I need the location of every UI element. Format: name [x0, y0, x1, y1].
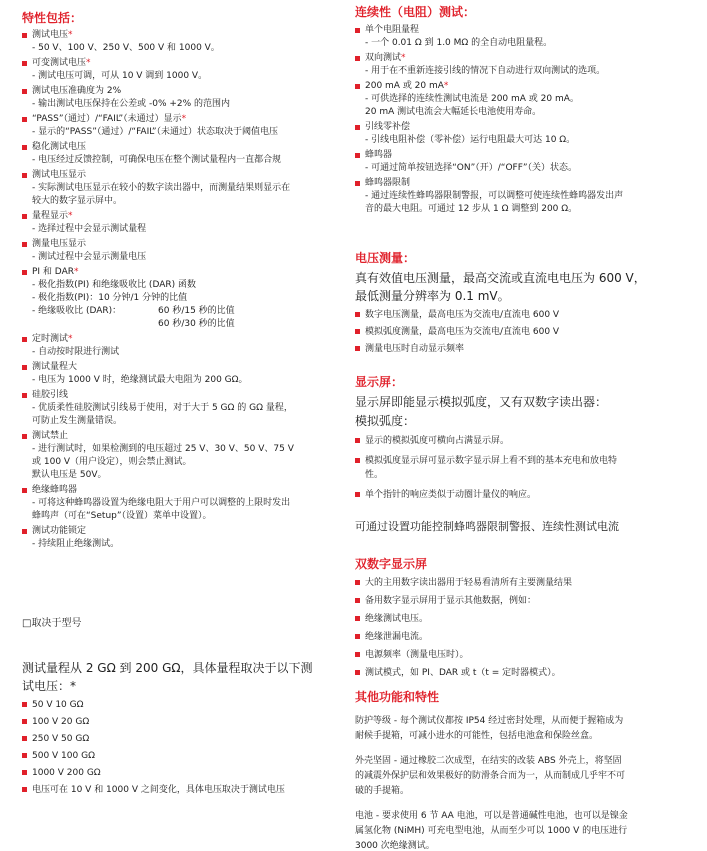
other-paragraph-line: 破的手提箱。: [355, 786, 410, 796]
continuity-list: [355, 24, 690, 218]
asterisk-mark: *: [68, 30, 73, 40]
feature-item: [22, 169, 340, 208]
range-text: 电压可在 10 V 和 1000 V 之间变化，具体电压取决于测试电压: [32, 785, 285, 795]
range-text: 500 V 100 GΩ: [32, 751, 95, 761]
bullet-marker: [22, 434, 27, 439]
bullet-marker: [22, 719, 27, 724]
voltage-text-line2: 最低测量分辨率为 0.1 mV。: [355, 289, 510, 303]
feature-item-title: 稳化测试电压: [32, 142, 87, 152]
other-features-text: [355, 714, 690, 851]
bullet-marker: [22, 529, 27, 534]
feature-item: [22, 333, 340, 359]
features-title: 特性包括：: [22, 11, 83, 25]
asterisk-mark: *: [443, 81, 449, 91]
feature-item: [22, 238, 340, 264]
asterisk-mark: *: [86, 58, 91, 68]
feature-item: [22, 141, 340, 167]
bullet-marker: [355, 181, 360, 186]
feature-item: [22, 430, 340, 482]
dar-value: 60 秒/30 秒的比值: [158, 319, 235, 329]
bullet-marker: [22, 787, 27, 792]
bullet-marker: [355, 153, 360, 158]
feature-item-text: 20 mA 测试电流会大幅延长电池使用寿命。: [365, 107, 542, 117]
bullet-marker: [355, 492, 360, 497]
bullet-marker: [22, 488, 27, 493]
bullet-marker: [355, 634, 360, 639]
bullet-marker: [355, 346, 360, 351]
bullet-marker: [22, 33, 27, 38]
feature-item-text: - 实际测试电压显示在较小的数字读出器中，而测量结果则显示在: [32, 183, 291, 193]
feature-item: [22, 389, 340, 428]
feature-item: [22, 361, 340, 387]
dual-item-text: 备用数字显示屏用于显示其他数据，例如：: [365, 596, 537, 606]
feature-item: [22, 266, 340, 331]
voltage-item: [355, 308, 690, 322]
asterisk-mark: *: [68, 211, 73, 221]
feature-item-title: 定时测试*: [32, 334, 73, 344]
dual-item-text: 绝缘测试电压。: [365, 614, 429, 624]
bullet-marker: [22, 702, 27, 707]
feature-item: [22, 525, 340, 551]
feature-item-text: 音的最大电阻。可通过 12 步从 1 Ω 调整到 200 Ω。: [365, 204, 578, 214]
feature-item-text: - 引线电阻补偿（零补偿）运行电阻最大可达 10 Ω。: [365, 135, 576, 145]
feature-item-text: 或 100 V（用户设定），则会禁止测试。: [32, 457, 192, 467]
feature-item-text: - 测试过程中会显示测量电压: [32, 252, 147, 262]
range-heading-line1: 测试量程从 2 GΩ 到 200 GΩ，具体量程取决于以下测: [22, 661, 313, 675]
feature-item-title: 单个电阻量程: [365, 25, 420, 35]
analog-item: [355, 488, 690, 502]
range-list: [22, 698, 340, 800]
dual-item-text: 绝缘泄漏电流。: [365, 632, 429, 642]
feature-item-title: 测量电压显示: [32, 239, 87, 249]
feature-list: [22, 29, 340, 553]
voltage-item: [355, 342, 690, 356]
analog-item: [355, 454, 690, 482]
feature-item-title: 双向测试*: [365, 53, 406, 63]
asterisk-mark: *: [181, 114, 187, 124]
buzzer-note: 可通过设置功能控制蜂鸣器限制警报、连续性测试电流: [355, 520, 619, 533]
bullet-marker: [22, 61, 27, 66]
feature-item-text: 较大的数字显示屏中。: [32, 196, 123, 206]
bullet-marker: [355, 598, 360, 603]
analog-bullet-list: [355, 434, 690, 508]
voltage-item-text: 测量电压时自动显示频率: [365, 344, 465, 354]
dar-value: 60 秒/15 秒的比值: [158, 306, 235, 316]
feature-item: [355, 24, 690, 50]
dual-item: [355, 594, 690, 608]
feature-item-text: - 持续阻止绝缘测试。: [32, 539, 120, 549]
dual-display-title: 双数字显示屏: [355, 557, 428, 571]
bullet-marker: [22, 753, 27, 758]
feature-item-title: 蜂鸣器限制: [365, 178, 411, 188]
feature-item-title: 测试功能锁定: [32, 526, 87, 536]
range-text: 250 V 50 GΩ: [32, 734, 90, 744]
bullet-marker: [22, 89, 27, 94]
feature-item-text: - 50 V、100 V、250 V、500 V 和 1000 V。: [32, 43, 220, 53]
feature-item-text: - 电压为 1000 V 时，绝缘测试最大电阻为 200 GΩ。: [32, 375, 248, 385]
feature-item-title: 硅胶引线: [32, 390, 69, 400]
range-text: 100 V 20 GΩ: [32, 717, 90, 727]
bullet-marker: [355, 329, 360, 334]
display-title: 显示屏：: [355, 375, 404, 389]
other-paragraph-line: 的减震外保护层和效果极好的防滑条合而为一，从而制成几乎牢不可: [355, 771, 626, 781]
feature-item-text: 蜂鸣声（可在“Setup”（设置）菜单中设置）。: [32, 511, 212, 521]
feature-item: [22, 484, 340, 523]
feature-item-title: 量程显示*: [32, 211, 73, 221]
feature-item-text: - 显示的“PASS”（通过）/“FAIL”（未通过）状态取决于阈值电压: [32, 127, 279, 137]
range-item: [22, 749, 340, 763]
feature-item-text: - 优质柔性硅胶测试引线易于使用，对于大于 5 GΩ 的 GΩ 量程，: [32, 403, 293, 413]
dual-item-text: 大的主用数字读出器用于轻易看清所有主要测量结果: [365, 578, 573, 588]
feature-item-title: 测试量程大: [32, 362, 78, 372]
other-paragraph: [355, 754, 690, 799]
bullet-marker: [22, 145, 27, 150]
feature-item-text: - 可供选择的连续性测试电流是 200 mA 或 20 mA。: [365, 94, 579, 104]
feature-item-title: 测试电压准确度为 2%: [32, 86, 122, 96]
feature-item-text: - 自动按时限进行测试: [32, 347, 120, 357]
voltage-title: 电压测量：: [355, 251, 416, 265]
feature-item-title: PI 和 DAR*: [32, 267, 79, 277]
feature-item-title: 测试电压*: [32, 30, 73, 40]
feature-item-text: - 电压经过反馈控制，可确保电压在整个测试量程内一直都合规: [32, 155, 282, 165]
feature-item-text: - 选择过程中会显示测试量程: [32, 224, 147, 234]
bullet-marker: [22, 393, 27, 398]
feature-item-title: 引线零补偿: [365, 122, 411, 132]
bullet-marker: [355, 56, 360, 61]
dual-item-text: 电源频率（测量电压时）。: [365, 650, 469, 660]
analog-item-text: 模拟弧度显示屏可显示数字显示屏上看不到的基本充电和放电特: [365, 456, 618, 466]
analog-item-text: 显示的模拟弧度可横向占满显示屏。: [365, 436, 510, 446]
other-paragraph-line: 3000 次绝缘测试。: [355, 841, 435, 851]
voltage-item-text: 模拟弧度测量，最高电压为交流电/直流电 600 V: [365, 327, 560, 337]
feature-item-text: - 一个 0.01 Ω 到 1.0 MΩ 的全自动电阻量程。: [365, 38, 553, 48]
bullet-marker: [355, 438, 360, 443]
feature-item-text: - 极化指数(PI)：10 分钟/1 分钟的比值: [32, 293, 188, 303]
bullet-marker: [355, 580, 360, 585]
feature-item: [22, 29, 340, 55]
continuity-title: 连续性（电阻）测试：: [355, 5, 476, 19]
voltage-text-line1: 真有效值电压测量，最高交流或直流电电压为 600 V，: [355, 271, 646, 285]
bullet-marker: [355, 84, 360, 89]
feature-item: [22, 57, 340, 83]
feature-item-text: - 极化指数(PI) 和绝缘吸收比 (DAR) 函数: [32, 280, 197, 290]
bullet-marker: [355, 670, 360, 675]
bullet-marker: [22, 736, 27, 741]
feature-item: [355, 121, 690, 147]
feature-item-title: 测试禁止: [32, 431, 69, 441]
bullet-marker: [355, 652, 360, 657]
range-item: [22, 732, 340, 746]
bullet-marker: [22, 117, 27, 122]
feature-item-text: - 进行测试时，如果检测到的电压超过 25 V、30 V、50 V、75 V: [32, 444, 294, 454]
dar-row: [32, 305, 340, 318]
feature-item: [22, 113, 340, 139]
bullet-marker: [355, 125, 360, 130]
dual-item: [355, 630, 690, 644]
analog-label: 模拟弧度：: [355, 414, 416, 428]
feature-item-title: 可变测试电压*: [32, 58, 91, 68]
voltage-item: [355, 325, 690, 339]
bullet-marker: [22, 770, 27, 775]
bullet-marker: [22, 270, 27, 275]
other-paragraph-line: 属氢化物 (NiMH) 可充电型电池，从而至少可以 1000 V 的电压进行: [355, 826, 628, 836]
feature-item-text: 默认电压是 50V。: [32, 470, 107, 480]
other-paragraph-line: 电池 - 要求使用 6 节 AA 电池，可以是普通碱性电池，也可以是镍金: [355, 811, 628, 821]
bullet-marker: [355, 616, 360, 621]
analog-item-text: 性。: [365, 470, 384, 480]
analog-item-text: 单个指针的响应类似于动圈计量仪的响应。: [365, 490, 537, 500]
feature-item-title: 测试电压显示: [32, 170, 87, 180]
feature-item-text: - 测试电压可调，可从 10 V 调到 1000 V。: [32, 71, 208, 81]
feature-item-text: - 可将这种蜂鸣器设置为绝缘电阻大于用户可以调整的上限时发出: [32, 498, 291, 508]
display-text: 显示屏即能显示模拟弧度，又有双数字读出器：: [355, 395, 608, 409]
bullet-marker: [355, 312, 360, 317]
range-heading-line2: 试电压：*: [22, 679, 77, 693]
bullet-marker: [22, 242, 27, 247]
feature-item-text: - 用于在不重新连接引线的情况下自动进行双向测试的选项。: [365, 66, 606, 76]
dual-item: [355, 666, 690, 680]
voltage-bullet-list: [355, 308, 690, 359]
bullet-marker: [355, 28, 360, 33]
model-note: □取决于型号: [22, 618, 82, 629]
feature-item: [355, 149, 690, 175]
feature-item-title: 蜂鸣器: [365, 150, 393, 160]
other-paragraph-line: 防护等级 - 每个测试仪都按 IP54 经过密封处理，从而便于握箱成为: [355, 716, 624, 726]
feature-item-title: 绝缘蜂鸣器: [32, 485, 78, 495]
bullet-marker: [22, 173, 27, 178]
feature-item-title: “PASS”（通过）/“FAIL”（未通过）显示*: [32, 114, 187, 124]
feature-item-text: - 可通过简单按钮选择“ON”（开）/“OFF”（关）状态。: [365, 163, 578, 173]
range-item: [22, 698, 340, 712]
feature-item-title: 200 mA 或 20 mA*: [365, 81, 449, 91]
feature-item: [355, 80, 690, 119]
other-features-title: 其他功能和特性: [355, 690, 440, 704]
dar-row: [32, 318, 340, 331]
feature-item-text: 可防止发生测量错误。: [32, 416, 123, 426]
feature-item: [22, 210, 340, 236]
dar-label: - 绝缘吸收比 (DAR)：: [32, 306, 122, 316]
dual-item: [355, 576, 690, 590]
bullet-marker: [22, 365, 27, 370]
range-text: 50 V 10 GΩ: [32, 700, 84, 710]
other-paragraph-line: 耐候手提箱，可减小进水的可能性，包括电池盒和保险丝盒。: [355, 731, 599, 741]
other-paragraph: [355, 809, 690, 851]
dual-item-text: 测试模式，如 PI、DAR 或 t（t = 定时器模式）。: [365, 668, 561, 678]
dual-display-list: [355, 576, 690, 684]
dar-spacer: [32, 318, 158, 331]
feature-item: [355, 52, 690, 78]
feature-item: [22, 85, 340, 111]
other-paragraph-line: 外壳坚固 - 通过橡胶二次成型，在结实的改装 ABS 外壳上，将坚固: [355, 756, 622, 766]
dual-item: [355, 612, 690, 626]
feature-item-text: - 输出测试电压保持在公差或 -0% +2% 的范围内: [32, 99, 231, 109]
asterisk-mark: *: [401, 53, 406, 63]
range-item: [22, 766, 340, 780]
asterisk-mark: *: [68, 334, 73, 344]
range-item: [22, 783, 340, 797]
feature-item: [355, 177, 690, 216]
analog-item: [355, 434, 690, 448]
voltage-item-text: 数字电压测量，最高电压为交流电/直流电 600 V: [365, 310, 560, 320]
range-text: 1000 V 200 GΩ: [32, 768, 101, 778]
asterisk-mark: *: [74, 267, 79, 277]
range-item: [22, 715, 340, 729]
bullet-marker: [22, 337, 27, 342]
feature-item-text: - 通过连续性蜂鸣器限制警报，可以调整可使连续性蜂鸣器发出声: [365, 191, 624, 201]
other-paragraph: [355, 714, 690, 744]
dual-item: [355, 648, 690, 662]
bullet-marker: [355, 458, 360, 463]
bullet-marker: [22, 214, 27, 219]
